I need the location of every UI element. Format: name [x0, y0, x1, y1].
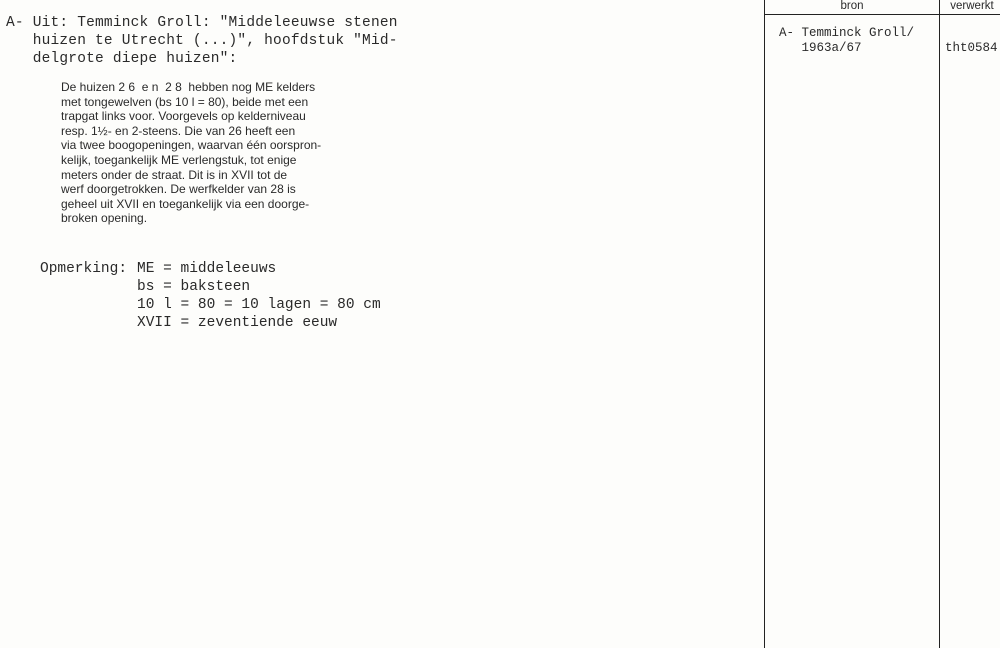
remark-item: 10 l = 80 = 10 lagen = 80 cm: [137, 297, 381, 313]
remark-item: XVII = zeventiende eeuw: [137, 315, 338, 331]
heading-line: delgrote diepe huizen":: [6, 51, 238, 67]
source-heading: [6, 14, 416, 68]
remark-row: [40, 260, 381, 278]
quote-line: werf doorgetrokken. De werfkelder van 28 is: [61, 182, 296, 197]
table-cell-bron: [779, 26, 914, 56]
table-border-left: [764, 0, 765, 648]
bron-line: A- Temminck Groll/: [779, 26, 915, 40]
remark-item: bs = baksteen: [137, 279, 251, 295]
remarks-label: Opmerking:: [40, 261, 128, 277]
quote-line: De huizen 2 6 e n 2 8 hebben nog ME kelders: [61, 80, 316, 94]
column-header-verwerkt: verwerkt: [950, 0, 994, 12]
quote-line: resp. 1½- en 2-steens. Die van 26 heeft een: [61, 123, 296, 138]
heading-line: huizen te Utrecht (...)", hoofdstuk "Mid-: [6, 33, 398, 49]
remark-row: [40, 314, 381, 332]
heading-line: A- Uit: Temminck Groll: "Middeleeuwse stenen: [6, 15, 398, 31]
table-cell-verwerkt: tht0584: [945, 41, 998, 55]
quote-line: met tongewelven (bs 10 l = 80), beide met een: [61, 94, 309, 109]
remarks-block: [40, 260, 381, 332]
quote-line: geheel uit XVII en toegankelijk via een doorge-: [61, 196, 310, 211]
source-table: [764, 0, 1000, 648]
table-header-divider: [764, 14, 1000, 15]
quoted-passage: [61, 80, 379, 226]
bron-line: 1963a/67: [779, 41, 862, 55]
quote-line: meters onder de straat. Dit is in XVII tot de: [61, 167, 288, 182]
remark-row: [40, 296, 381, 314]
remark-row: [40, 278, 381, 296]
remarks-spacer: [40, 278, 137, 296]
table-column-divider: [939, 0, 940, 648]
quote-line: broken opening.: [61, 211, 148, 226]
remarks-spacer: [40, 314, 137, 332]
quote-line: kelijk, toegankelijk ME verlengstuk, tot enige: [61, 152, 297, 167]
quote-line: via twee boogopeningen, waarvan één oorspron-: [61, 138, 322, 153]
remark-item: ME = middeleeuws: [137, 261, 277, 277]
quote-line: trapgat links voor. Voorgevels op kelderniveau: [61, 109, 306, 124]
column-header-bron: bron: [840, 0, 864, 12]
remarks-spacer: [40, 296, 137, 314]
